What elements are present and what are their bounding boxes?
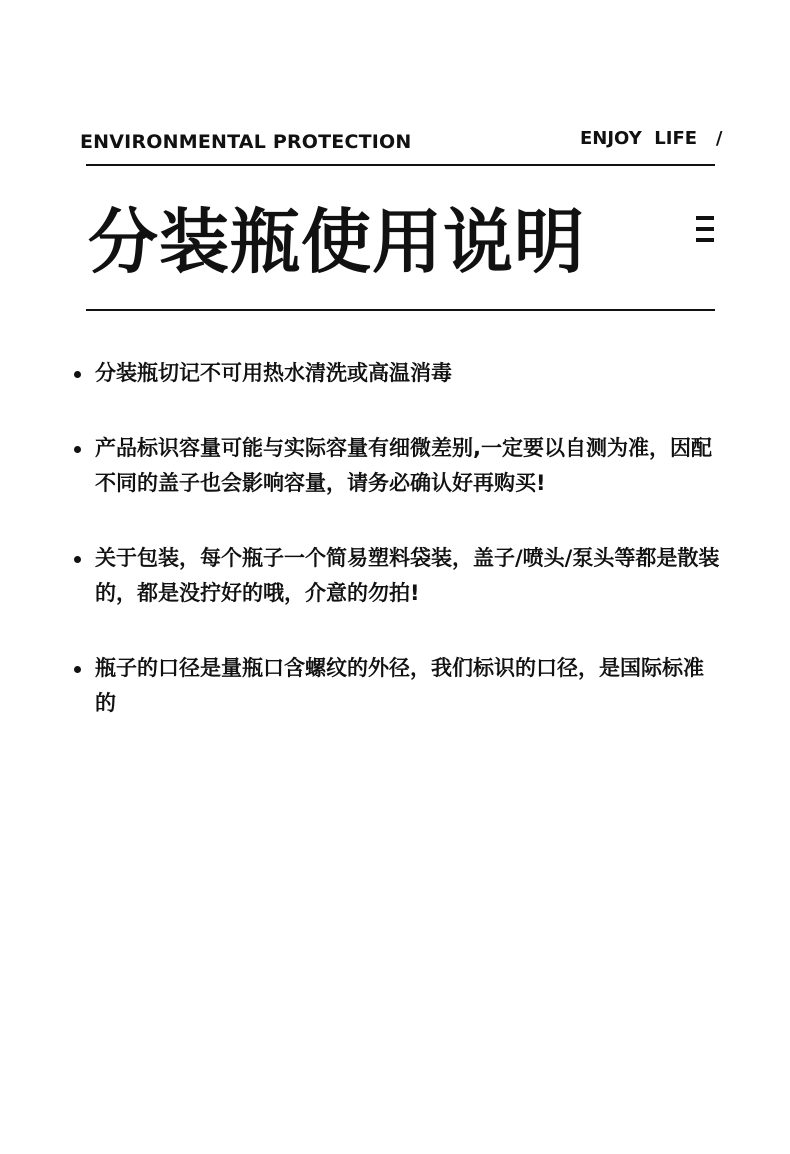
page-title: 分装瓶使用说明 [88,201,585,283]
usage-notes-list [72,356,722,761]
usage-note [72,651,722,721]
usage-note-text: 分装瓶切记不可用热水清洗或高温消毒 [95,361,452,385]
header-tagline: ENVIRONMENTAL PROTECTION [80,131,412,153]
hamburger-icon [696,216,714,242]
bullet-icon [74,556,81,563]
usage-note [72,541,722,611]
bullet-icon [74,666,81,673]
header-slogan: ENJOY LIFE / [580,128,723,149]
usage-note-text: 关于包装，每个瓶子一个简易塑料袋装，盖子/喷头/泵头等都是散装的，都是没拧好的哦，介意的勿拍! [95,546,720,605]
bullet-icon [74,371,81,378]
usage-note-text: 产品标识容量可能与实际容量有细微差别,一定要以自测为准，因配不同的盖子也会影响容量，请务必确认好再购买! [95,436,712,495]
bottom-divider [86,309,715,311]
usage-note [72,431,722,501]
usage-note [72,356,722,391]
top-divider [86,164,715,166]
bullet-icon [74,446,81,453]
usage-note-text: 瓶子的口径是量瓶口含螺纹的外径，我们标识的口径，是国际标准的 [95,656,704,715]
